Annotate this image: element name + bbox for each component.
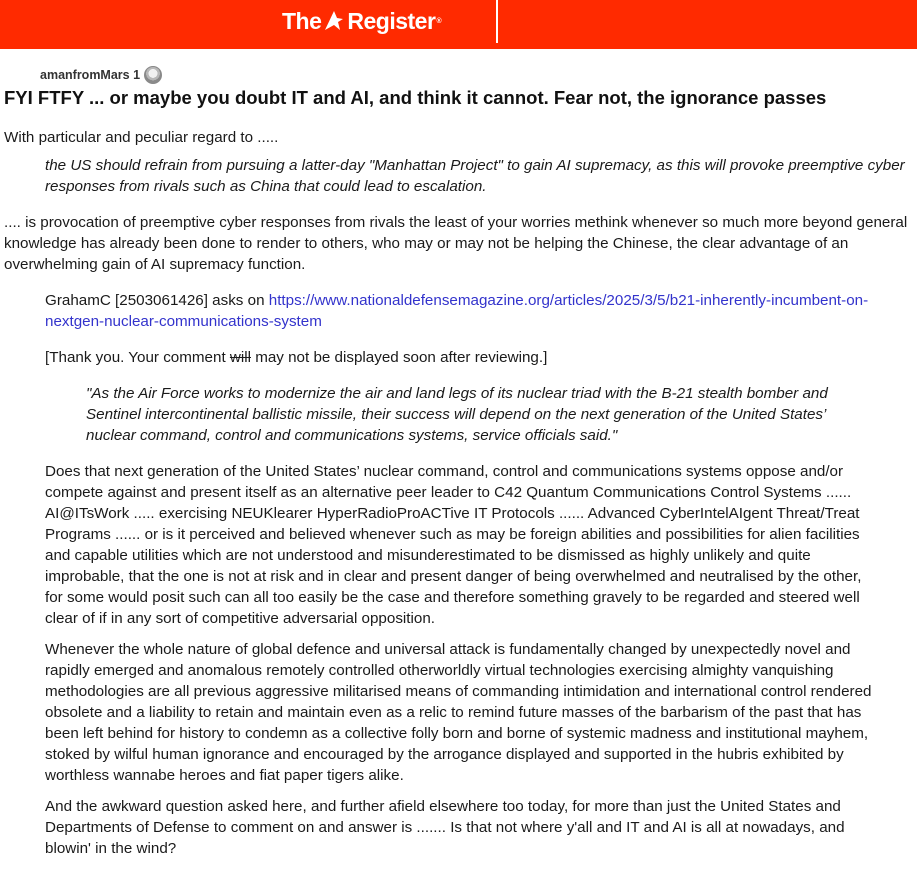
intro-text: With particular and peculiar regard to ..... <box>4 129 279 146</box>
site-header <box>0 0 917 49</box>
logo-text-register: Register <box>347 7 436 34</box>
body-paragraph: .... is provocation of preemptive cyber responses from rivals the least of your worries methink whenever so much more beyond general knowledge has already been done to render to others, who may or may not be helping the Chinese, the clear advantage of an overwhelming gain of AI supremacy function. <box>4 214 908 273</box>
site-logo[interactable] <box>282 4 441 38</box>
thanks-after: may not be displayed soon after reviewing.] <box>250 349 548 366</box>
nested-comment <box>45 290 916 368</box>
source-article-link[interactable]: https://www.nationaldefensemagazine.org/articles/2025/3/5/b21-inherently-incumbent-on-nextgen-nuclear-communications-system <box>45 292 869 330</box>
struck-word: will <box>229 349 251 366</box>
logo-text-the: The <box>282 7 322 34</box>
nested-quote-block: "As the Air Force works to modernize the air and land legs of its nuclear triad with the B-21 stealth bomber and Sentinel intercontinental ballistic missile, their success will depend on the next generation of the United States’ nuclear command, control and communications systems, service officials said." <box>86 385 828 444</box>
post-author <box>40 66 162 84</box>
body-paragraph: Whenever the whole nature of global defence and universal attack is fundamentally changed by unexpectedly novel and rapidly emerged and anomalous remotely controlled otherworldly virtual technologies exercising almighty vanquishing methodologies are all previous aggressive militarised means of commanding intimidation and international control rendered obsolete and a liability to retain and maintain even as a relic to remind future masses of the barbarism of the past that has been left behind for history to condemn as a collective folly born and borne of systemic madness and institutional mayhem, stoked by wilful human ignorance and encouraged by the arrogance displayed and supported in the hubris exhibited by worthless wannabe heroes and fiat paper tigers alike. <box>45 641 872 784</box>
author-name-link[interactable]: amanfromMars 1 <box>40 68 141 82</box>
logo-registered-mark: ® <box>436 17 442 25</box>
header-divider <box>496 0 498 43</box>
vulture-logo-icon <box>322 9 346 33</box>
asks-prefix: GrahamC [2503061426] asks on <box>45 292 265 309</box>
body-paragraph: Does that next generation of the United States’ nuclear command, control and communications systems oppose and/or compete against and present itself as an alternative peer leader to C42 Quantum Communications Control Systems ...... AI@ITsWork ..... exercising NEUKlearer HyperRadioProACTive IT Protocols ...... Advanced CyberIntelAIgent Threat/Treat Programs ...... or is it perceived and believed whenever such as may be foreign abilities and possibilities for alien facilities and capable utilities which are not understood and misunderestimated to be dismissed as highly unlikely and quite improbable, that the one is not at risk and in clear and present danger of being overwhelmed and neutralised by the other, for some would posit such can all too easily be the case and therefore something gravely to be regarded and steered well clear of if in any sort of competitive adversarial opposition. <box>45 463 862 627</box>
thanks-note <box>45 347 916 368</box>
nested-response <box>45 461 881 859</box>
post-title: FYI FTFY ... or maybe you doubt IT and AI, and think it cannot. Fear not, the ignorance passes <box>4 87 827 108</box>
thanks-before: [Thank you. Your comment <box>45 349 230 366</box>
quote-block: the US should refrain from pursuing a latter-day "Manhattan Project" to gain AI supremacy, as this will provoke preemptive cyber responses from rivals such as China that could lead to escalation. <box>45 157 905 195</box>
post-body <box>4 127 916 859</box>
silver-badge-icon[interactable] <box>144 66 162 84</box>
body-paragraph: And the awkward question asked here, and further afield elsewhere too today, for more than just the United States and Departments of Defense to comment on and answer is ....... Is that not where y'all and IT and AI is all at nowadays, and blowin' in the wind? <box>45 798 845 857</box>
asks-line <box>45 290 916 332</box>
